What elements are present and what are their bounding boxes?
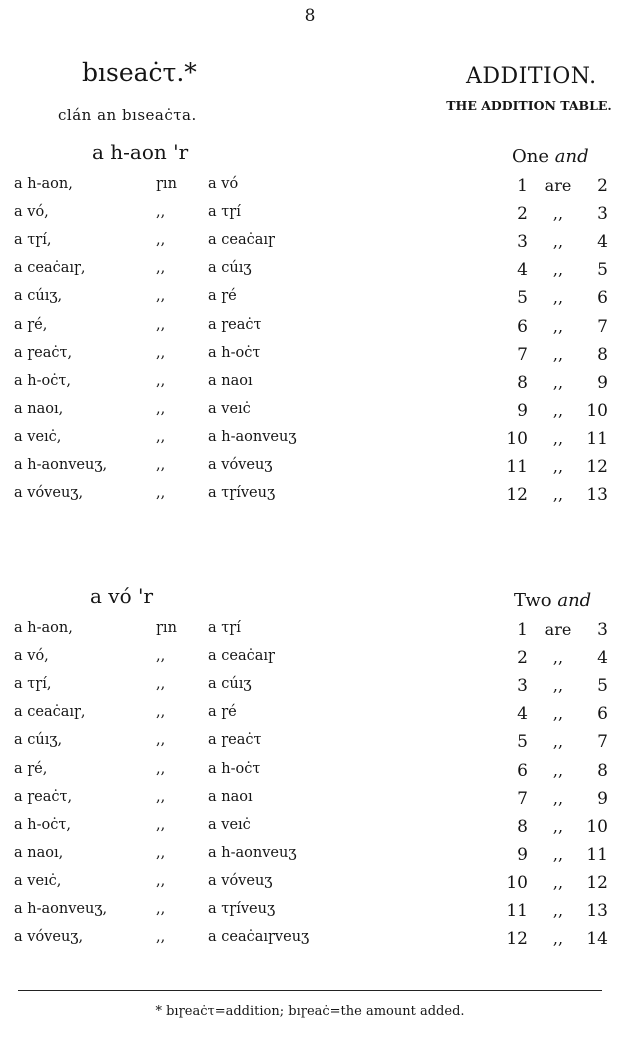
english-sum: 11 — [586, 428, 608, 449]
table-row — [0, 429, 620, 457]
english-addend: 10 — [506, 428, 528, 449]
english-addend: 4 — [517, 260, 528, 281]
irish-connector: ,, — [156, 844, 166, 861]
irish-sum: a ɼé — [208, 704, 237, 721]
irish-sum: a τɼí — [208, 204, 241, 221]
table-row — [0, 789, 620, 817]
english-connector: ,, — [552, 901, 564, 920]
table-row — [0, 317, 620, 345]
irish-addend: a h-oċτ, — [14, 372, 71, 389]
english-sum: 13 — [586, 901, 608, 921]
english-addend: 8 — [517, 372, 528, 393]
english-connector: ,, — [552, 648, 564, 668]
english-connector: ,, — [552, 816, 564, 836]
english-connector: are — [544, 176, 572, 195]
irish-connector: ,, — [156, 901, 166, 917]
irish-connector: ,, — [156, 288, 166, 305]
irish-addend: a ɼé, — [14, 760, 48, 777]
irish-sum: a ceaċaıɼ — [208, 232, 275, 249]
english-sum: 6 — [597, 704, 608, 725]
table-row — [0, 676, 620, 704]
english-addend: 2 — [517, 648, 528, 669]
english-addend: 11 — [506, 901, 528, 921]
english-sum: 10 — [586, 400, 608, 421]
section-english-heading-prefix: One — [512, 146, 550, 167]
irish-sum: a ɼé — [208, 288, 237, 305]
english-sum: 14 — [586, 929, 608, 950]
table-row — [0, 648, 620, 676]
page-number: 8 — [304, 6, 316, 26]
irish-connector: ,, — [156, 760, 166, 777]
irish-connector: ,, — [156, 316, 166, 333]
english-addend: 9 — [517, 844, 528, 865]
irish-addend: a ɼeaċτ, — [14, 788, 73, 805]
english-connector: ,, — [552, 704, 564, 724]
table-row — [0, 845, 620, 873]
section-english-heading-prefix: Two — [514, 590, 552, 611]
irish-sum: a vóveuʒ — [208, 457, 273, 473]
table-row — [0, 176, 620, 204]
irish-addend: a τɼí, — [14, 232, 52, 249]
irish-addend: a h-aon, — [14, 620, 73, 636]
english-addend: 4 — [517, 704, 528, 725]
irish-sum: a veıċ — [208, 400, 251, 417]
irish-sum: a ceaċaıɼ — [208, 648, 275, 665]
irish-addend: a cúıʒ, — [14, 732, 63, 749]
table-row — [0, 732, 620, 760]
section-english-heading — [514, 590, 591, 611]
section-irish-heading: a vó 'r — [90, 584, 154, 608]
table-row — [0, 260, 620, 288]
english-sum: 12 — [586, 457, 608, 477]
table-row — [0, 817, 620, 845]
section-irish-heading: a h-aon 'r — [92, 140, 189, 164]
irish-sum: a h-aonveuʒ — [208, 428, 297, 445]
english-sum: 5 — [597, 260, 608, 281]
english-addend: 3 — [517, 232, 528, 253]
section-english-heading-suffix: and — [557, 590, 592, 611]
english-connector: ,, — [552, 732, 564, 752]
english-addend: 7 — [517, 344, 528, 365]
irish-addend: a veıċ, — [14, 428, 62, 445]
english-connector: ,, — [552, 260, 564, 280]
english-sum: 4 — [597, 648, 608, 669]
irish-addend: a naoı, — [14, 400, 64, 417]
irish-addend: a cúıʒ, — [14, 288, 63, 305]
irish-connector: ,, — [156, 457, 166, 473]
english-sum: 3 — [597, 204, 608, 225]
english-addend: 12 — [506, 485, 528, 506]
english-connector: ,, — [552, 316, 564, 336]
irish-addend: a ɼé, — [14, 316, 48, 333]
english-addend: 6 — [517, 316, 528, 337]
footnote-divider — [18, 990, 602, 991]
irish-addend: a h-aonveuʒ, — [14, 457, 108, 473]
english-addend: 5 — [517, 732, 528, 753]
english-addend: 5 — [517, 288, 528, 309]
english-connector: ,, — [552, 929, 564, 949]
irish-connector: ,, — [156, 485, 166, 502]
irish-sum: a ɼeaċτ — [208, 732, 262, 749]
english-addend: 6 — [517, 760, 528, 781]
table-row — [0, 929, 620, 957]
irish-connector: ,, — [156, 232, 166, 249]
irish-addend: a ceaċaıɼ, — [14, 260, 86, 277]
table-row — [0, 204, 620, 232]
english-addend: 1 — [517, 620, 528, 640]
english-connector: ,, — [552, 844, 564, 864]
english-sum: 6 — [597, 288, 608, 309]
irish-addend: a ceaċaıɼ, — [14, 704, 86, 721]
irish-addend: a h-aon, — [14, 176, 73, 192]
irish-sum: a h-aonveuʒ — [208, 844, 297, 861]
irish-addend: a h-oċτ, — [14, 816, 71, 833]
irish-addend: a naoı, — [14, 844, 64, 861]
irish-connector: ,, — [156, 204, 166, 221]
english-addend: 10 — [506, 872, 528, 893]
english-connector: ,, — [552, 676, 564, 696]
english-addend: 9 — [517, 400, 528, 421]
irish-addend: a vóveuʒ, — [14, 485, 84, 502]
english-addend: 12 — [506, 929, 528, 950]
table-row — [0, 373, 620, 401]
irish-sum: a h-oċτ — [208, 760, 261, 777]
table-row — [0, 401, 620, 429]
english-addend: 2 — [517, 204, 528, 225]
english-sum: 8 — [597, 344, 608, 365]
irish-sum: a cúıʒ — [208, 260, 252, 277]
english-addend: 3 — [517, 676, 528, 697]
table-row — [0, 288, 620, 316]
irish-connector: ,, — [156, 872, 166, 889]
table-row — [0, 901, 620, 929]
irish-addend: a vóveuʒ, — [14, 929, 84, 946]
irish-addend: a vó, — [14, 648, 49, 665]
table-row — [0, 232, 620, 260]
english-addend: 11 — [506, 457, 528, 477]
english-sum: 13 — [586, 485, 608, 506]
irish-connector: ɼın — [156, 176, 177, 192]
table-row — [0, 704, 620, 732]
english-connector: ,, — [552, 485, 564, 505]
irish-connector: ,, — [156, 648, 166, 665]
english-connector: ,, — [552, 400, 564, 420]
english-sum: 12 — [586, 872, 608, 893]
english-connector: ,, — [552, 288, 564, 308]
irish-title: bıseaċτ.* — [82, 58, 197, 87]
table-row — [0, 761, 620, 789]
english-sum: 9 — [597, 372, 608, 393]
irish-sum: a h-oċτ — [208, 344, 261, 361]
section-english-heading-suffix: and — [554, 146, 589, 167]
english-connector: ,, — [552, 428, 564, 448]
english-connector: ,, — [552, 372, 564, 392]
english-title: ADDITION. — [466, 64, 597, 89]
english-sum: 5 — [597, 676, 608, 697]
english-sum: 10 — [586, 816, 608, 837]
footnote: * bıɼeaċτ=addition; bıɼeaċ=the amount added. — [155, 1004, 465, 1019]
english-connector: ,, — [552, 232, 564, 252]
irish-connector: ,, — [156, 400, 166, 417]
irish-sum: a τɼíveuʒ — [208, 485, 276, 502]
english-sum: 2 — [597, 176, 608, 196]
irish-addend: a ɼeaċτ, — [14, 344, 73, 361]
irish-addend: a vó, — [14, 204, 49, 221]
table-row — [0, 345, 620, 373]
english-sum: 7 — [597, 316, 608, 337]
irish-connector: ,, — [156, 260, 166, 277]
english-connector: are — [544, 620, 572, 639]
irish-subtitle: clán an bıseaċτa. — [58, 106, 197, 124]
irish-sum: a veıċ — [208, 816, 251, 833]
irish-connector: ,, — [156, 732, 166, 749]
english-sum: 9 — [597, 788, 608, 809]
irish-connector: ɼın — [156, 620, 177, 636]
english-connector: ,, — [552, 872, 564, 892]
irish-sum: a naoı — [208, 372, 253, 389]
irish-addend: a τɼí, — [14, 676, 52, 693]
irish-connector: ,, — [156, 704, 166, 721]
english-subtitle: THE ADDITION TABLE. — [446, 98, 612, 113]
english-addend: 8 — [517, 816, 528, 837]
irish-sum: a ceaċaıɼveuʒ — [208, 929, 310, 946]
irish-sum: a τɼíveuʒ — [208, 901, 276, 917]
irish-connector: ,, — [156, 428, 166, 445]
irish-connector: ,, — [156, 344, 166, 361]
irish-connector: ,, — [156, 372, 166, 389]
irish-sum: a vó — [208, 176, 239, 192]
table-row — [0, 873, 620, 901]
section-english-heading — [512, 146, 589, 167]
english-sum: 8 — [597, 760, 608, 781]
english-connector: ,, — [552, 344, 564, 364]
irish-sum: a vóveuʒ — [208, 872, 273, 889]
english-sum: 11 — [586, 844, 608, 865]
irish-connector: ,, — [156, 788, 166, 805]
english-connector: ,, — [552, 788, 564, 808]
table-row — [0, 620, 620, 648]
english-sum: 3 — [597, 620, 608, 640]
table-row — [0, 485, 620, 513]
irish-sum: a τɼí — [208, 620, 241, 636]
irish-sum: a cúıʒ — [208, 676, 252, 693]
english-connector: ,, — [552, 760, 564, 780]
irish-addend: a veıċ, — [14, 872, 62, 889]
english-addend: 7 — [517, 788, 528, 809]
english-sum: 7 — [597, 732, 608, 753]
english-connector: ,, — [552, 204, 564, 224]
irish-connector: ,, — [156, 929, 166, 946]
table-row — [0, 457, 620, 485]
english-addend: 1 — [517, 176, 528, 196]
english-sum: 4 — [597, 232, 608, 253]
irish-sum: a ɼeaċτ — [208, 316, 262, 333]
irish-sum: a naoı — [208, 788, 253, 805]
irish-connector: ,, — [156, 816, 166, 833]
irish-addend: a h-aonveuʒ, — [14, 901, 108, 917]
irish-connector: ,, — [156, 676, 166, 693]
english-connector: ,, — [552, 457, 564, 476]
